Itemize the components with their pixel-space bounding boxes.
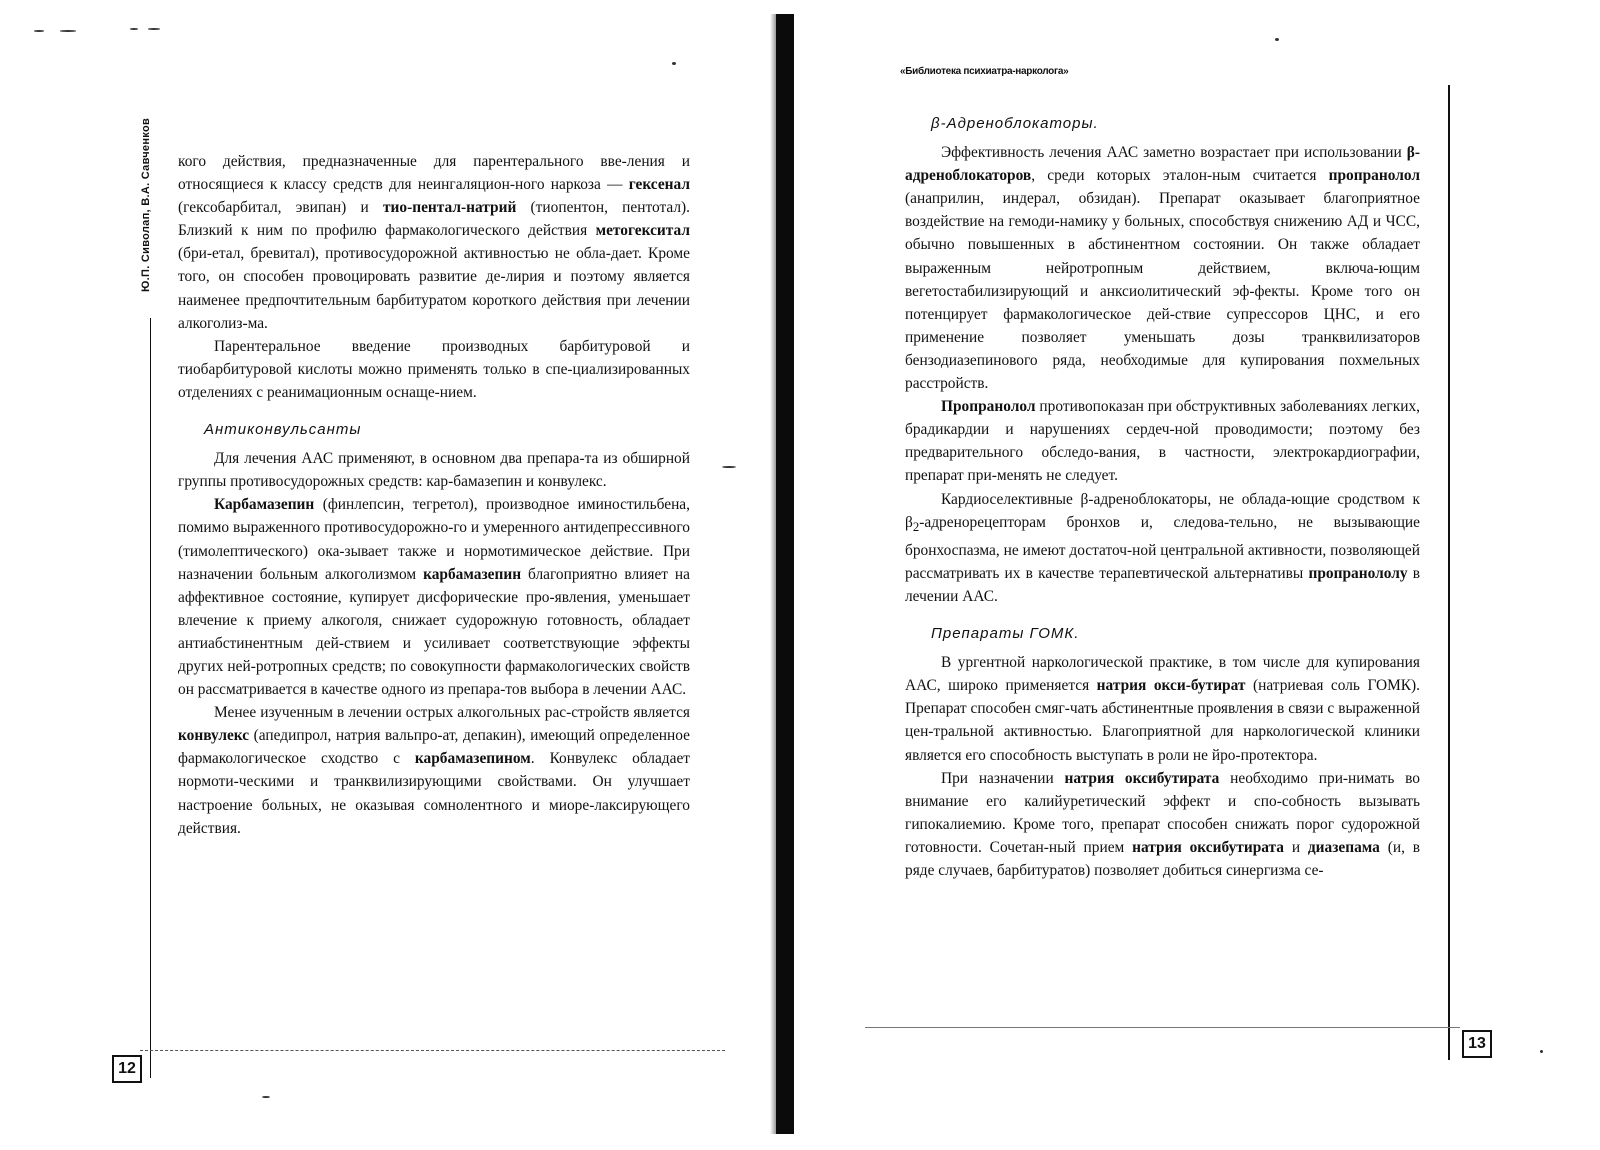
- scan-speck: [1275, 38, 1279, 41]
- section-heading: β-Адреноблокаторы.: [931, 115, 1099, 132]
- footer-rule-right: [865, 1027, 1460, 1028]
- body-paragraph: При назначении натрия оксибутирата необходимо при-нимать во внимание его калийуретический эффект и спо-собность вызывать гипокалиемию. Кроме того, препарат способен снижать порог судорожной готовности. Сочетан-ный прием натрия оксибутирата и диазепама (и, в ряде случаев, барбитуратов) позволяет добиться синергизма се-: [905, 769, 1420, 879]
- section-heading: Антиконвульсанты: [204, 421, 362, 439]
- right-text-column: [905, 112, 1420, 882]
- scan-speck: [722, 466, 736, 468]
- scan-speck: [262, 1096, 270, 1098]
- book-gutter: [776, 14, 794, 1134]
- scan-speck: [1540, 1050, 1543, 1053]
- margin-rule-right: [1448, 85, 1450, 1060]
- scan-speck: [60, 30, 76, 32]
- left-text-column: [178, 150, 690, 840]
- body-paragraph: Эффективность лечения ААС заметно возрастает при использовании β-адреноблокаторов, среди которых эталон-ным считается пропранолол (анаприлин, индерал, обзидан). Препарат оказывает благоприятное воздействие на гемоди-намику у больных, способствуя снижению АД и ЧСС, обычно повышенных в абстинентном состоянии. Он также обладает выраженным нейротропным действием, включа-ющим вегетостабилизирующий и анксиолитический эф-фекты. Кроме того он потенцирует фармакологическое дей-ствие супрессоров ЦНС, и его применение позволяет уменьшать дозы транквилизаторов бензодиазепинового ряда, необходимые для купирования похмельных расстройств.: [905, 144, 1420, 393]
- running-head: «Библиотека психиатра-нарколога»: [900, 66, 1069, 77]
- margin-rule: [150, 318, 151, 1078]
- body-paragraph: Парентеральное введение производных барбитуровой и тиобарбитуровой кислоты можно применять только в спе-циализированных отделениях с реанимационным оснаще-нием.: [178, 337, 690, 401]
- scan-speck: [130, 28, 138, 30]
- left-page: [0, 0, 780, 1150]
- author-line: Ю.П. Сиволап, В.А. Савченков: [140, 118, 152, 293]
- page-number-right: 13: [1462, 1030, 1492, 1058]
- body-paragraph: Менее изученным в лечении острых алкогольных рас-стройств является конвулекс (апедипрол, натрия вальпро-ат, депакин), имеющий определенное фармакологическое сходство с карбамазепином. Конвулекс обладает нормоти-ческими и транквилизирующими свойствами. Он улучшает настроение больных, не оказывая сомнолентного и миоре-лаксирующего действия.: [178, 704, 690, 837]
- page-number-left: 12: [112, 1055, 142, 1083]
- scan-speck: [672, 62, 676, 65]
- body-paragraph: Для лечения ААС применяют, в основном два препара-та из обширной группы противосудорожных средств: кар-бамазепин и конвулекс.: [178, 450, 690, 491]
- body-paragraph: Карбамазепин (финлепсин, тегретол), производное иминостильбена, помимо выраженного противосудорожно-го и умеренного антидепрессивного (тимолептического) ока-зывает также и нормотимическое действие. При назначении больным алкоголизмом карбамазепин благоприятно влияет на аффективное состояние, купирует дисфорические про-явления, уменьшает влечение к приему алкоголя, снижает судорожную готовность, обладает антиабстинентным дей-ствием и усиливает соответствующие эффекты других ней-ротропных средств; по совокупности фармакологических свойств он рассматривается в качестве одного из препара-тов выбора в лечении ААС.: [178, 496, 690, 699]
- footer-rule: [140, 1050, 725, 1051]
- scan-speck: [34, 30, 44, 32]
- body-paragraph: Кардиоселективные β-адреноблокаторы, не облада-ющие сродством к $\beta_2$-адренорецепторам бронхов и, следова-тельно, не вызывающие бронхоспазма, не имеют достаточ-ной центральной активности, позволяющей рассматривать их в качестве терапевтической альтернативы пропранололу в лечении ААС.: [905, 490, 1420, 605]
- body-paragraph: кого действия, предназначенные для парентерального вве-ления и относящиеся к классу средств для неингаляцион-ного наркоза — гексенал (гексобарбитал, эвипан) и тио-пентал-натрий (тиопентон, пентотал). Близкий к ним по профилю фармакологического действия метогекситал (бри-етал, бревитал), противосудорожной активностью не обла-дает. Кроме того, он способен провоцировать развитие де-лирия и поэтому является наименее предпочтительным барбитуратом короткого действия при лечении алкоголиз-ма.: [178, 153, 691, 332]
- scan-speck: [148, 28, 160, 30]
- body-paragraph: В ургентной наркологической практике, в том числе для купирования ААС, широко применяется натрия окси-бутират (натриевая соль ГОМК). Препарат способен смяг-чать абстинентные проявления в связи с выраженной цен-тральной активностью. Благоприятной для наркологической клиники является его способность выступать в роли не йро-протектора.: [905, 654, 1421, 764]
- body-paragraph: Пропранолол противопоказан при обструктивных заболеваниях легких, брадикардии и нарушениях сердеч-ной проводимости; поэтому без предварительного обследо-вания, в частности, электрокардиографии, препарат при-менять не следует.: [905, 398, 1420, 485]
- section-heading: Препараты ГОМК.: [931, 625, 1080, 643]
